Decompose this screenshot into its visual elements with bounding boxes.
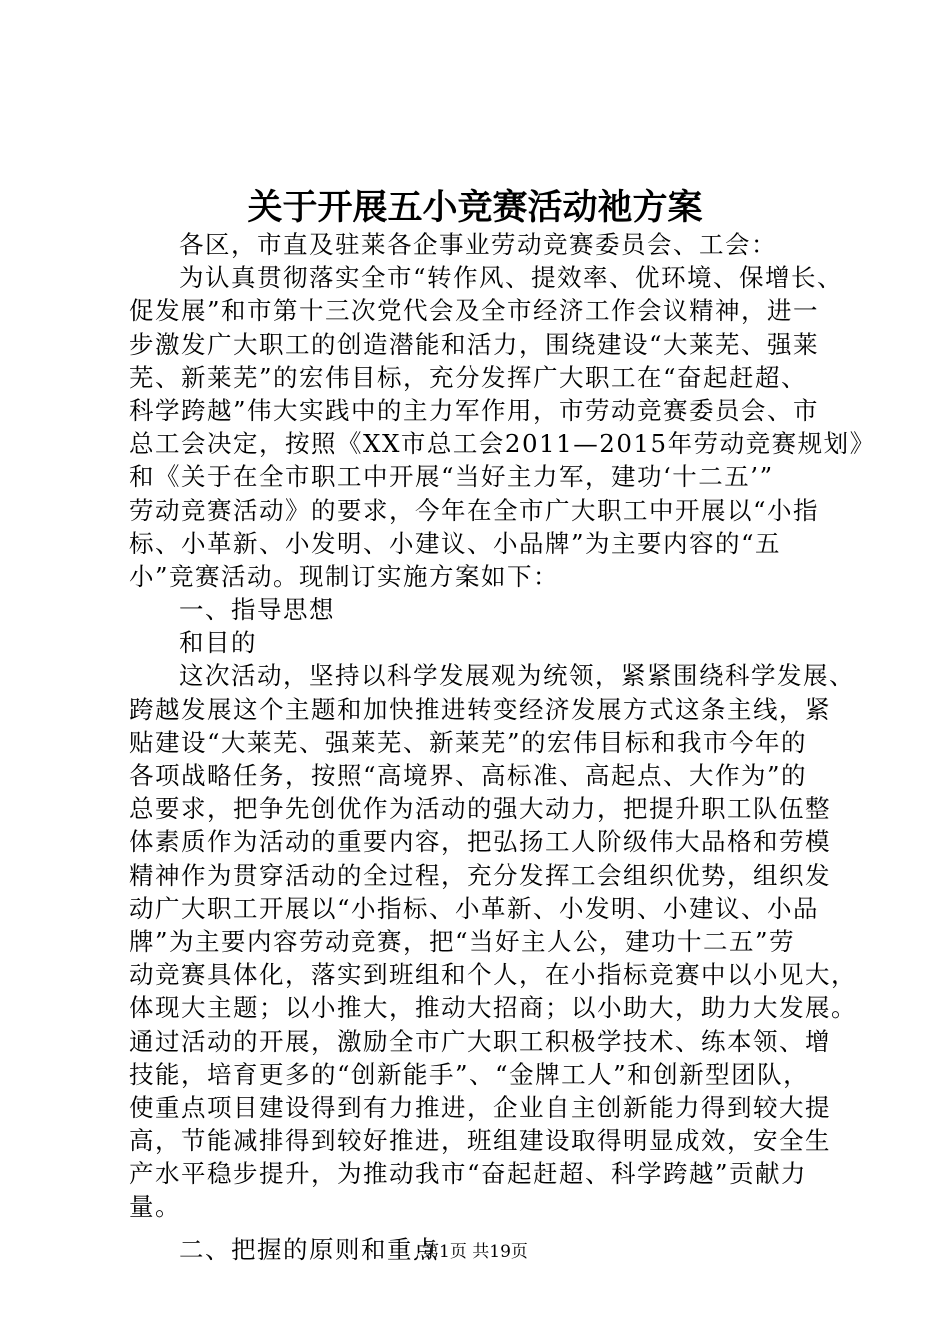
body-line: 劳动竞赛活动》的要求，今年在全市广大职工中开展以“小指 xyxy=(129,495,820,525)
body-line: 这次活动，坚持以科学发展观为统领，紧紧围绕科学发展、 xyxy=(179,661,855,691)
document-body xyxy=(129,228,876,1266)
body-line: 贴建设“大莱芜、强莱芜、新莱芜”的宏伟目标和我市今年的 xyxy=(129,727,808,757)
body-line: 动广大职工开展以“小指标、小革新、小发明、小建议、小品 xyxy=(129,893,820,923)
body-line: 牌”为主要内容劳动竞赛，把“当好主人公，建功十二五”劳 xyxy=(129,926,796,956)
body-line: 二、把握的原则和重点 xyxy=(179,1234,439,1264)
body-line: 科学跨越”伟大实践中的主力军作用，市劳动竞赛委员会、市 xyxy=(129,395,820,425)
body-line: 各项战略任务，按照“高境界、高标准、高起点、大作为”的 xyxy=(129,761,808,790)
document-title: 关于开展五小竞赛活动祂方案 xyxy=(247,188,703,228)
body-line: 促发展”和市第十三次党代会及全市经济工作会议精神，进一 xyxy=(129,296,820,326)
body-line: 总要求，把争先创优作为活动的强大动力，把提升职工队伍整 xyxy=(129,794,831,824)
body-line: 精神作为贯穿活动的全过程，充分发挥工会组织优势，组织发 xyxy=(129,860,831,890)
body-line: 动竞赛具体化，落实到班组和个人，在小指标竞赛中以小见大， xyxy=(129,960,857,990)
body-line: 一、指导思想 xyxy=(179,595,335,625)
body-line: 芜、新莱芜”的宏伟目标，充分发挥广大职工在“奋起赶超、 xyxy=(129,362,808,392)
body-line: 体素质作为活动的重要内容，把弘扬工人阶级伟大品格和劳模 xyxy=(129,827,831,857)
body-line: 量。 xyxy=(129,1192,181,1222)
body-line: 体现大主题；以小推大，推动大招商；以小助大，助力大发展。 xyxy=(129,993,857,1023)
body-line: 技能，培育更多的“创新能手”、“金牌工人”和创新型团队， xyxy=(129,1059,810,1089)
page-footer: 第1页 共19页 xyxy=(422,1242,528,1262)
body-line: 跨越发展这个主题和加快推进转变经济发展方式这条主线，紧 xyxy=(129,694,831,724)
body-line: 和目的 xyxy=(179,628,257,658)
body-line: 产水平稳步提升，为推动我市“奋起赶超、科学跨越”贡献力 xyxy=(129,1159,808,1189)
body-line: 和《关于在全市职工中开展“当好主力军，建功‘十二五’” xyxy=(129,462,774,492)
body-line: 标、小革新、小发明、小建议、小品牌”为主要内容的“五 xyxy=(129,528,782,558)
body-line: 使重点项目建设得到有力推进，企业自主创新能力得到较大提 xyxy=(129,1092,831,1122)
body-line: 步激发广大职工的创造潜能和活力，围绕建设“大莱芜、强莱 xyxy=(129,329,820,359)
body-line: 为认真贯彻落实全市“转作风、提效率、优环境、保增长、 xyxy=(179,263,844,293)
body-line: 通过活动的开展，激励全市广大职工积极学技术、练本领、增 xyxy=(129,1026,831,1056)
body-line: 各区，市直及驻莱各企事业劳动竞赛委员会、工会： xyxy=(179,230,777,259)
body-line: 总工会决定，按照《XX市总工会2011—2015年劳动竞赛规划》 xyxy=(129,429,876,459)
body-line: 小”竞赛活动。现制订实施方案如下： xyxy=(129,561,560,591)
body-line: 高，节能减排得到较好推进，班组建设取得明显成效，安全生 xyxy=(129,1126,831,1156)
